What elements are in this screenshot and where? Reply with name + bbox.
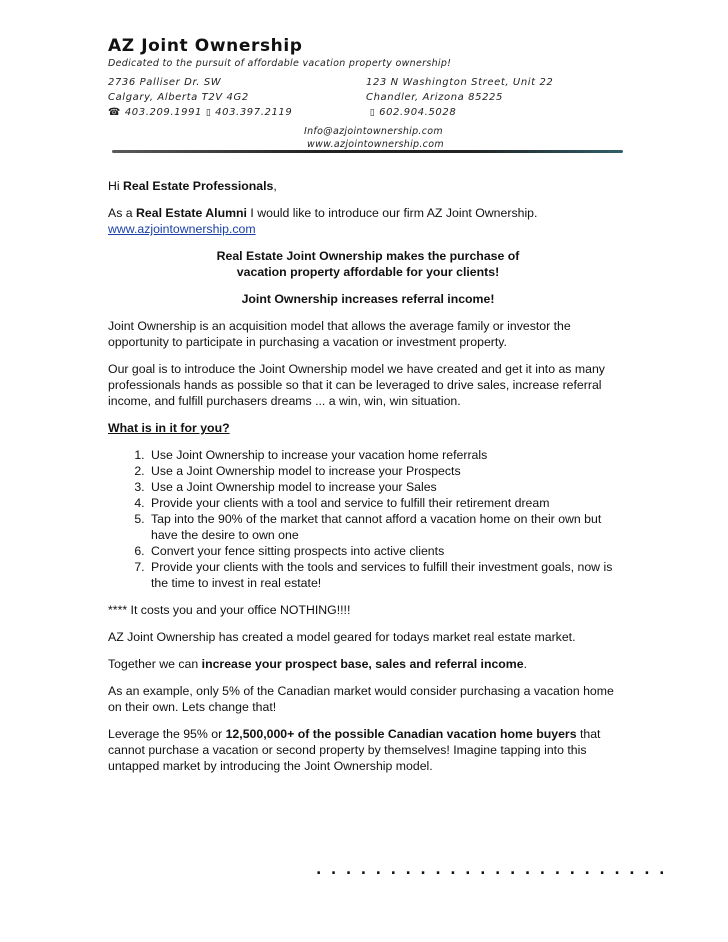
chandler-street: 123 N Washington Street, Unit 22 bbox=[366, 77, 554, 88]
headline-line-1: Real Estate Joint Ownership makes the purchase of bbox=[216, 249, 520, 263]
list-item: 1. Use Joint Ownership to increase your vacation home referrals bbox=[148, 447, 628, 463]
letter-body bbox=[108, 178, 628, 785]
together-suffix: . bbox=[523, 657, 527, 671]
paragraph-example: As an example, only 5% of the Canadian market would consider purchasing a vacation home on their own. Lets change that! bbox=[108, 684, 614, 714]
contact-website[interactable]: www.azjointownership.com bbox=[307, 139, 444, 150]
greeting bbox=[108, 178, 628, 194]
calgary-contact bbox=[108, 105, 292, 121]
greeting-prefix: Hi bbox=[108, 179, 124, 193]
calgary-city: Calgary, Alberta T2V 4G2 bbox=[108, 92, 249, 103]
paragraph-market-model: AZ Joint Ownership has created a model geared for todays market real estate market. bbox=[108, 630, 576, 644]
chandler-address bbox=[366, 75, 553, 121]
list-item: 5. Tap into the 90% of the market that cannot afford a vacation home on their own but have the desire to own one bbox=[148, 511, 628, 543]
company-name: AZ Joint Ownership bbox=[108, 36, 303, 56]
list-item: 6. Convert your fence sitting prospects into active clients bbox=[148, 543, 628, 559]
company-tagline: Dedicated to the pursuit of affordable vacation property ownership! bbox=[108, 58, 452, 69]
chandler-contact bbox=[366, 105, 553, 121]
paragraph-model: Joint Ownership is an acquisition model that allows the average family or investor the opportunity to participate in purchasing a vacation or investment property. bbox=[108, 319, 571, 349]
leverage-suffix: that cannot purchase a vacation or second property by themselves! Imagine tapping into this untapped market by introducing the Joint Ownership model. bbox=[108, 727, 601, 773]
cost-note: **** It costs you and your office NOTHING!!!! bbox=[108, 603, 351, 617]
list-item: 2. Use a Joint Ownership model to increase your Prospects bbox=[148, 463, 628, 479]
together-bold: increase your prospect base, sales and referral income bbox=[201, 657, 524, 671]
calgary-phone: 403.209.1991 bbox=[124, 107, 203, 118]
letterhead-divider bbox=[112, 150, 623, 153]
list-item: 4. Provide your clients with a tool and service to fulfill their retirement dream bbox=[148, 495, 628, 511]
list-item: 7. Provide your clients with the tools and services to fulfill their investment goals, now is the time to invest in real estate! bbox=[148, 559, 628, 591]
paragraph-goal: Our goal is to introduce the Joint Ownership model we have created and get it into as many professionals hands as possible so that it can be leveraged to drive sales, increase referral income, and fulfill purchasers dreams ... a win, win, win situation. bbox=[108, 362, 605, 408]
cellphone-icon: ▯ bbox=[205, 108, 212, 118]
list-item: 3. Use a Joint Ownership model to increase your Sales bbox=[148, 479, 628, 495]
chandler-cell: 602.904.5028 bbox=[379, 107, 457, 118]
benefits-list bbox=[108, 447, 628, 591]
intro-paragraph bbox=[108, 205, 628, 237]
intro-text: I would like to introduce our firm AZ Joint Ownership. bbox=[246, 206, 538, 220]
together-prefix: Together we can bbox=[108, 657, 202, 671]
cellphone-icon: ▯ bbox=[369, 108, 376, 118]
together-paragraph bbox=[108, 656, 628, 672]
subheadline: Joint Ownership increases referral income! bbox=[241, 292, 495, 306]
section-heading: What is in it for you? bbox=[108, 421, 230, 435]
leverage-paragraph bbox=[108, 726, 628, 774]
intro-alumni: Real Estate Alumni bbox=[136, 206, 247, 220]
contact-email[interactable]: Info@azjointownership.com bbox=[304, 126, 443, 137]
footer-dotted-leader: ........................ bbox=[316, 862, 675, 878]
greeting-recipient: Real Estate Professionals bbox=[123, 179, 274, 193]
chandler-city: Chandler, Arizona 85225 bbox=[366, 92, 503, 103]
greeting-suffix: , bbox=[273, 179, 277, 193]
letterhead-contact-links bbox=[304, 125, 444, 151]
calgary-cell: 403.397.2119 bbox=[215, 107, 293, 118]
calgary-address bbox=[108, 75, 292, 121]
calgary-street: 2736 Palliser Dr. SW bbox=[108, 77, 222, 88]
leverage-prefix: Leverage the 95% or bbox=[108, 727, 226, 741]
website-link[interactable]: www.azjointownership.com bbox=[108, 222, 256, 236]
headline bbox=[108, 248, 628, 280]
telephone-icon: ☎ bbox=[108, 107, 122, 118]
leverage-bold: 12,500,000+ of the possible Canadian vacation home buyers bbox=[225, 727, 577, 741]
intro-prefix: As a bbox=[108, 206, 137, 220]
headline-line-2: vacation property affordable for your clients! bbox=[236, 265, 500, 279]
